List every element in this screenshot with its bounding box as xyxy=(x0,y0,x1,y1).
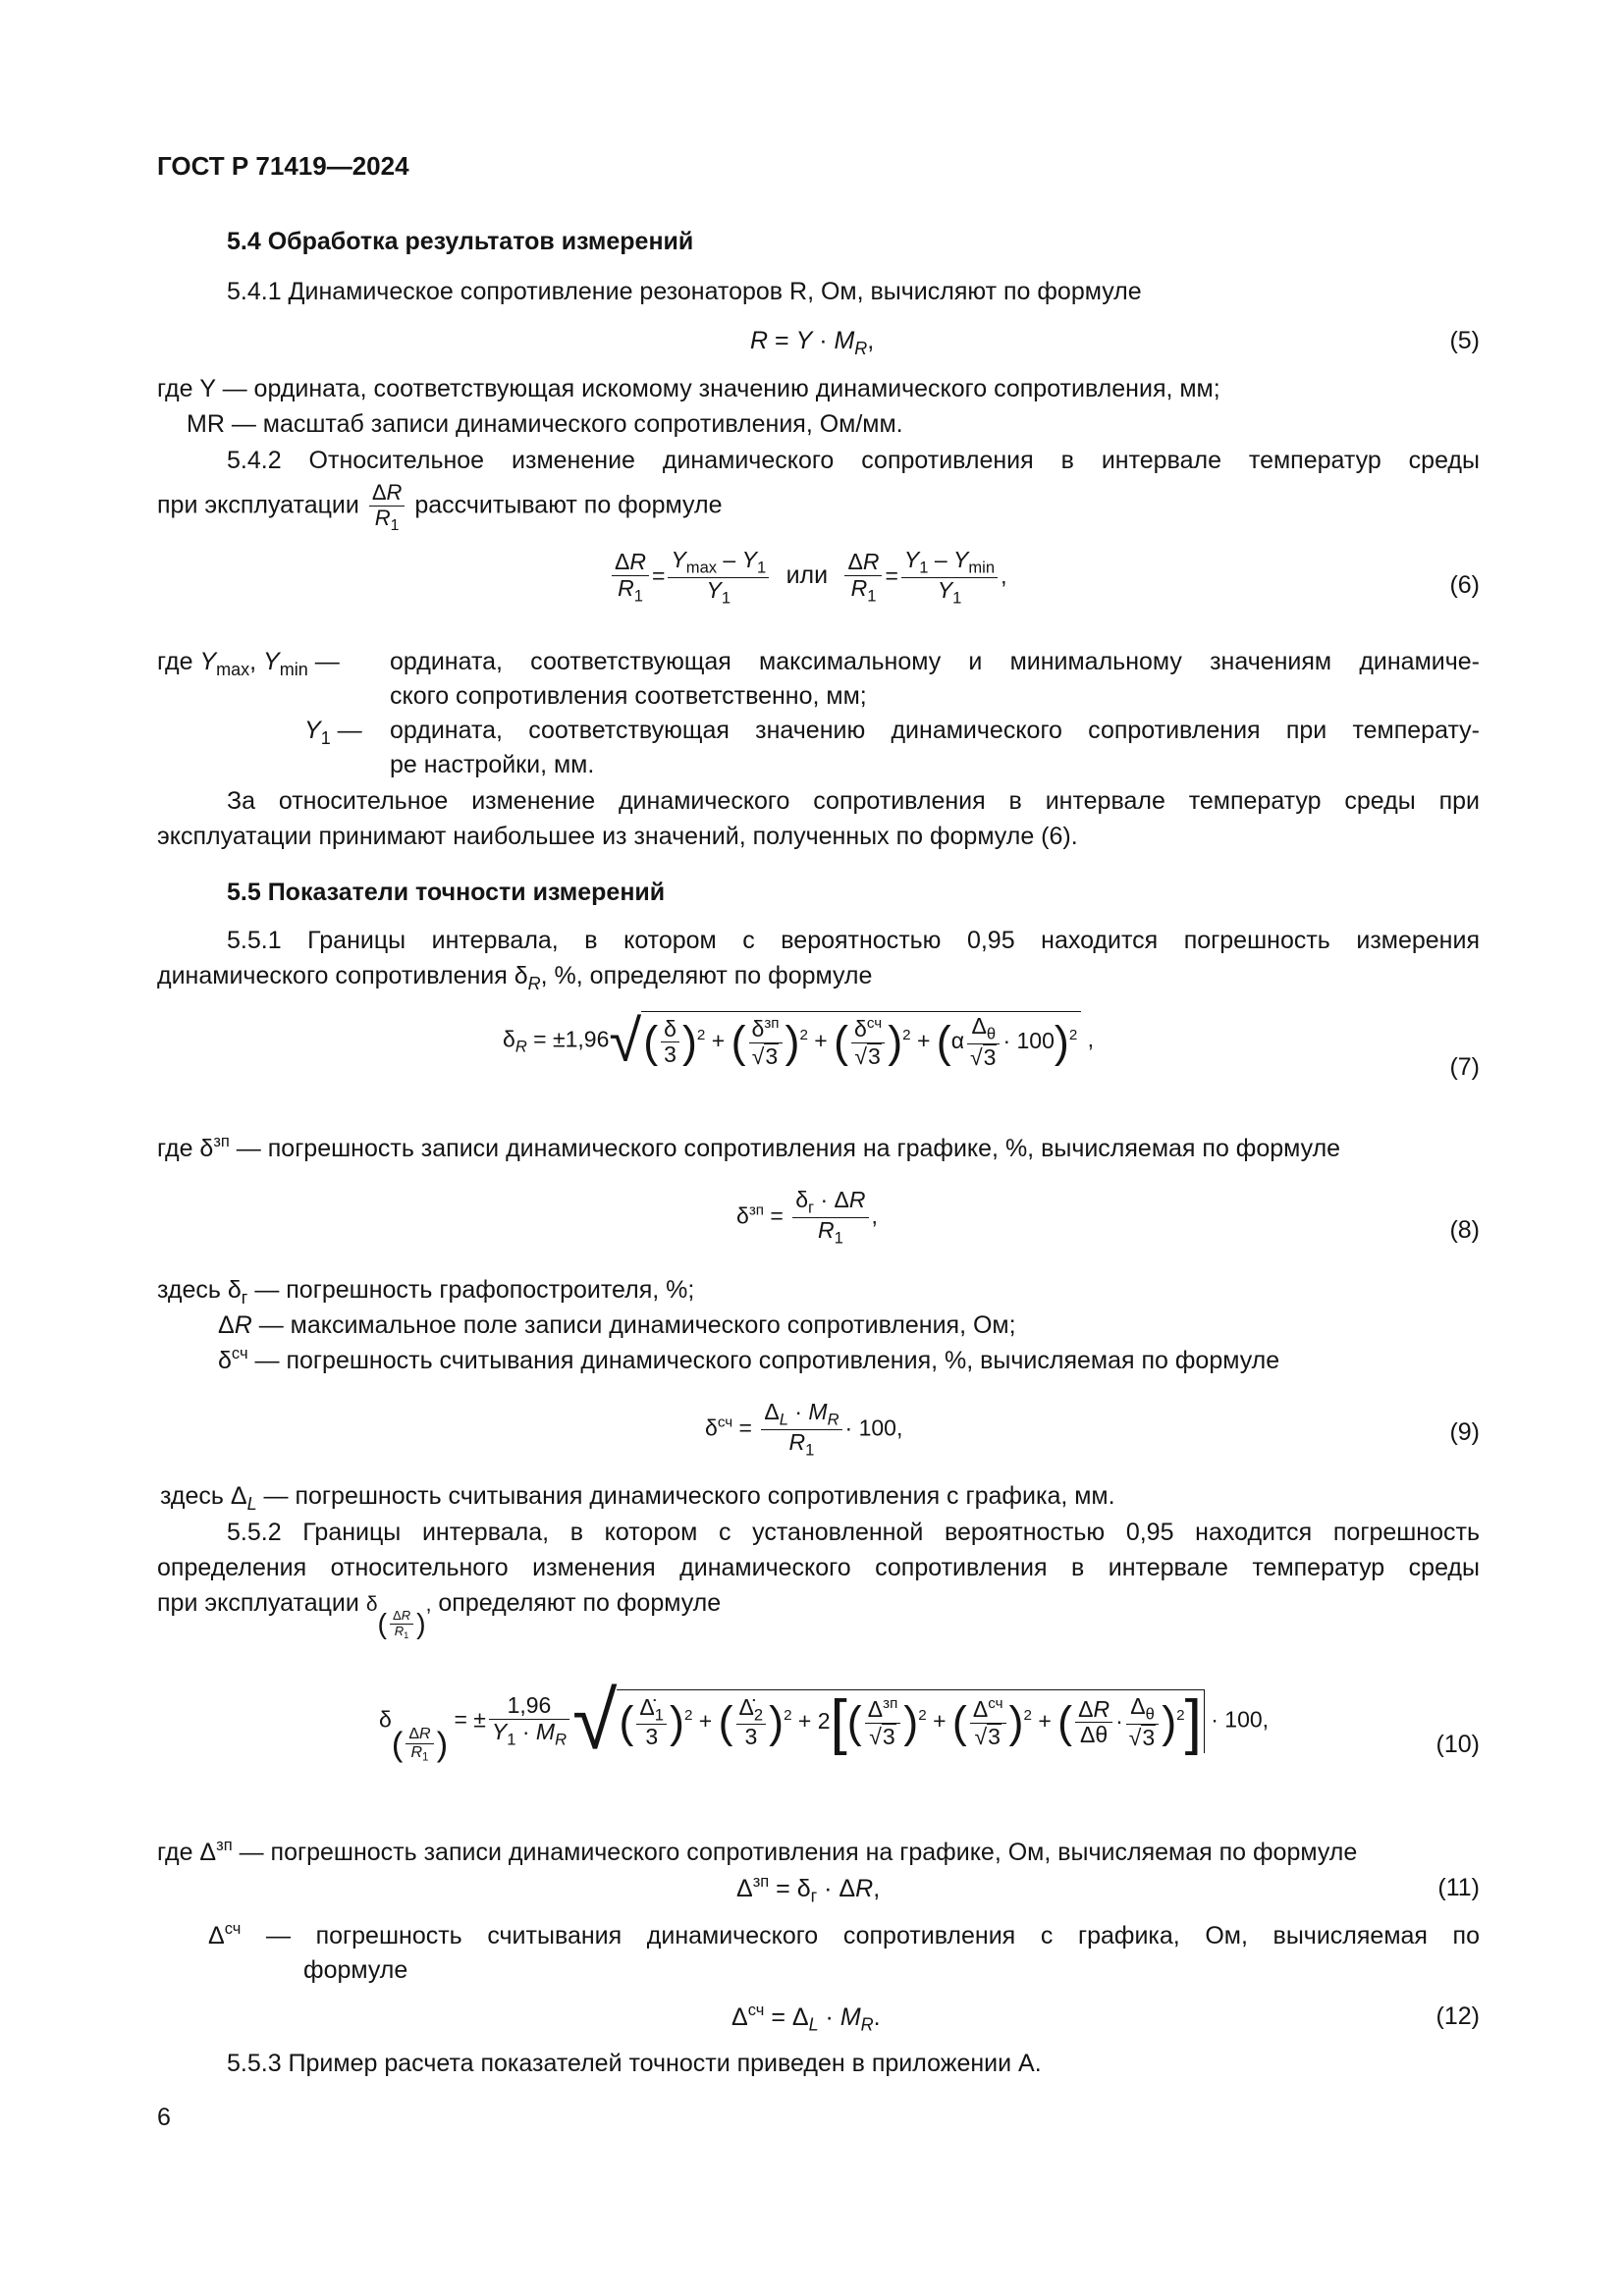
equation-10-number: (10) xyxy=(1435,1731,1480,1758)
definition-dzp: где $\delta^{зп}$ — погрешность записи динамического сопротивления на графике, %, вычисляемая по формуле xyxy=(157,1133,1341,1162)
equation-8-number: (8) xyxy=(1449,1216,1480,1244)
definition-dg: здесь $\delta_г$ — погрешность графопостроителя, %; xyxy=(157,1276,695,1308)
section-5-4-heading: 5.4 Обработка результатов измерений xyxy=(227,228,694,255)
definition-Y: где Y — ордината, соответствующая искомому значению динамического сопротивления, мм; xyxy=(157,375,1220,402)
paragraph-5-4-2-line-1: 5.4.2 Относительное изменение динамического сопротивления в интервале температур среды xyxy=(227,447,1480,474)
definition-Dsch-line-2: формуле xyxy=(303,1956,408,1984)
definition-Y1-text-1: ордината, соответствующая значению динамического сопротивления при температу- xyxy=(390,717,1480,744)
equation-6: $\frac{\Delta R}{R_1}$ = $\frac{Y_{max} - Y_1}{Y_1}$ или $\frac{\Delta R}{R_1}$ = $\frac{Y_1 - Y_{min}}{Y_1}$ , xyxy=(609,548,1006,608)
definition-Ymax-label: где $Y_{max}$, $Y_{min}$ — xyxy=(157,648,340,679)
definition-Dsch-line-1: $\Delta^{сч}$ — погрешность считывания динамического сопротивления с графика, Ом, вычисляемая по xyxy=(208,1920,1480,1949)
equation-8: $\delta^{зп}$ = $\frac{\delta_г \cdot \Delta R}{R_1}$ , xyxy=(736,1187,878,1248)
paragraph-za-line-1: За относительное изменение динамического сопротивления в интервале температур среды при xyxy=(227,787,1480,815)
paragraph-5-5-2-line-2: определения относительного изменения динамического сопротивления в интервале температур среды xyxy=(157,1554,1480,1581)
paragraph-za-line-2: эксплуатации принимают наибольшее из значений, полученных по формуле (6). xyxy=(157,823,1078,850)
definition-Y1-label: $Y_1$ — xyxy=(304,717,362,748)
paragraph-5-5-2-line-3: при эксплуатации δ( $\frac{\Delta R}{R_1}$ ), определяют по формуле xyxy=(157,1589,722,1640)
paragraph-5-4-2-text-b: рассчитывают по формуле xyxy=(414,491,723,519)
paragraph-5-4-2-line-2 xyxy=(157,481,722,534)
definition-Ymax-text-2: ского сопротивления соответственно, мм; xyxy=(390,682,867,710)
equation-12: $\Delta^{сч} = \Delta_L \cdot M_R$. xyxy=(731,2002,881,2035)
paragraph-5-4-2-text-a: при эксплуатации xyxy=(157,491,359,519)
definition-Dzp: где $\Delta^{зп}$ — погрешность записи динамического сопротивления на графике, Ом, вычисляемая по формуле xyxy=(157,1837,1358,1866)
equation-7-number: (7) xyxy=(1449,1053,1480,1081)
equation-7: $\delta_R = \pm 1,96√$( $\frac{\delta}{3}$ )$^2$ + ( $\frac{\delta^{зп}}{√3}$ )$^2$ + ( $\frac{\delta^{сч}}{√3}$ )$^2$ + (α $\frac{\Delta_\theta}{√3}$ · 100)$^2$ , xyxy=(503,1007,1095,1074)
paragraph-5-5-2-text-b: определяют по формуле xyxy=(438,1589,722,1617)
equation-11-number: (11) xyxy=(1437,1874,1480,1901)
paragraph-5-5-2-line-1: 5.5.2 Границы интервала, в котором с установленной вероятностью 0,95 находится погрешность xyxy=(227,1519,1480,1546)
definition-MR: MR — масштаб записи динамического сопротивления, Ом/мм. xyxy=(187,410,903,438)
equation-9: $\delta^{сч}$ = $\frac{\Delta_L \cdot M_R}{R_1}$ · 100, xyxy=(705,1399,903,1460)
page-number: 6 xyxy=(157,2104,171,2131)
definition-Y1-text-2: ре настройки, мм. xyxy=(390,751,595,778)
paragraph-5-5-3: 5.5.3 Пример расчета показателей точности приведен в приложении А. xyxy=(227,2050,1042,2077)
equation-9-number: (9) xyxy=(1449,1418,1480,1446)
paragraph-5-5-2-text-a: при эксплуатации xyxy=(157,1589,359,1617)
equation-5: $R = Y \cdot M_R$, xyxy=(750,327,875,358)
definition-dR: ΔR — максимальное поле записи динамического сопротивления, Ом; xyxy=(218,1311,1016,1339)
definition-dsch: $\delta^{сч}$ — погрешность считывания динамического сопротивления, %, вычисляемая по формуле xyxy=(218,1345,1280,1374)
fraction-dR-R1: $\frac{\Delta R}{R_1}$ xyxy=(369,481,406,534)
paragraph-5-5-1-line-1: 5.5.1 Границы интервала, в котором с вероятностью 0,95 находится погрешность измерения xyxy=(227,927,1480,954)
equation-6-or: или xyxy=(785,561,829,590)
paragraph-5-4-1: 5.4.1 Динамическое сопротивление резонаторов R, Ом, вычисляют по формуле xyxy=(227,278,1142,305)
equation-12-number: (12) xyxy=(1435,2002,1480,2030)
definition-Ymax-text-1: ордината, соответствующая максимальному и минимальному значениям динамиче- xyxy=(390,648,1480,675)
equation-10: δ( $\frac{\Delta R}{R_1}$ ) = ± $\frac{1,96}{Y_1 \cdot M_R}$ √( $\frac{\Deltȧ_1}{3}$ )$^2$ + ( $\frac{\Deltȧ_2}{3}$ )$^2$ + 2[( $\frac{\Delta^{зп}}{√3}$ )$^2$ + ( $\frac{\Delta^{сч}}{√3}$ )$^2$ + ( $\frac{\Delta R}{\Delta\theta}$ · $\frac{\Delta_\theta}{√3}$ )$^2$] · 100, xyxy=(379,1675,1270,1766)
document-id: ГОСТ Р 71419—2024 xyxy=(157,151,409,181)
equation-6-number: (6) xyxy=(1449,571,1480,599)
paragraph-5-5-1-line-2: динамического сопротивления $\delta_R$, %, определяют по формуле xyxy=(157,962,873,993)
section-5-5-heading: 5.5 Показатели точности измерений xyxy=(227,879,666,906)
definition-dL: здесь $\Delta_L$ — погрешность считывания динамического сопротивления с графика, мм. xyxy=(160,1482,1115,1514)
equation-11: $\Delta^{зп} = \delta_г \cdot \Delta R$, xyxy=(736,1873,881,1906)
equation-5-number: (5) xyxy=(1449,327,1480,354)
